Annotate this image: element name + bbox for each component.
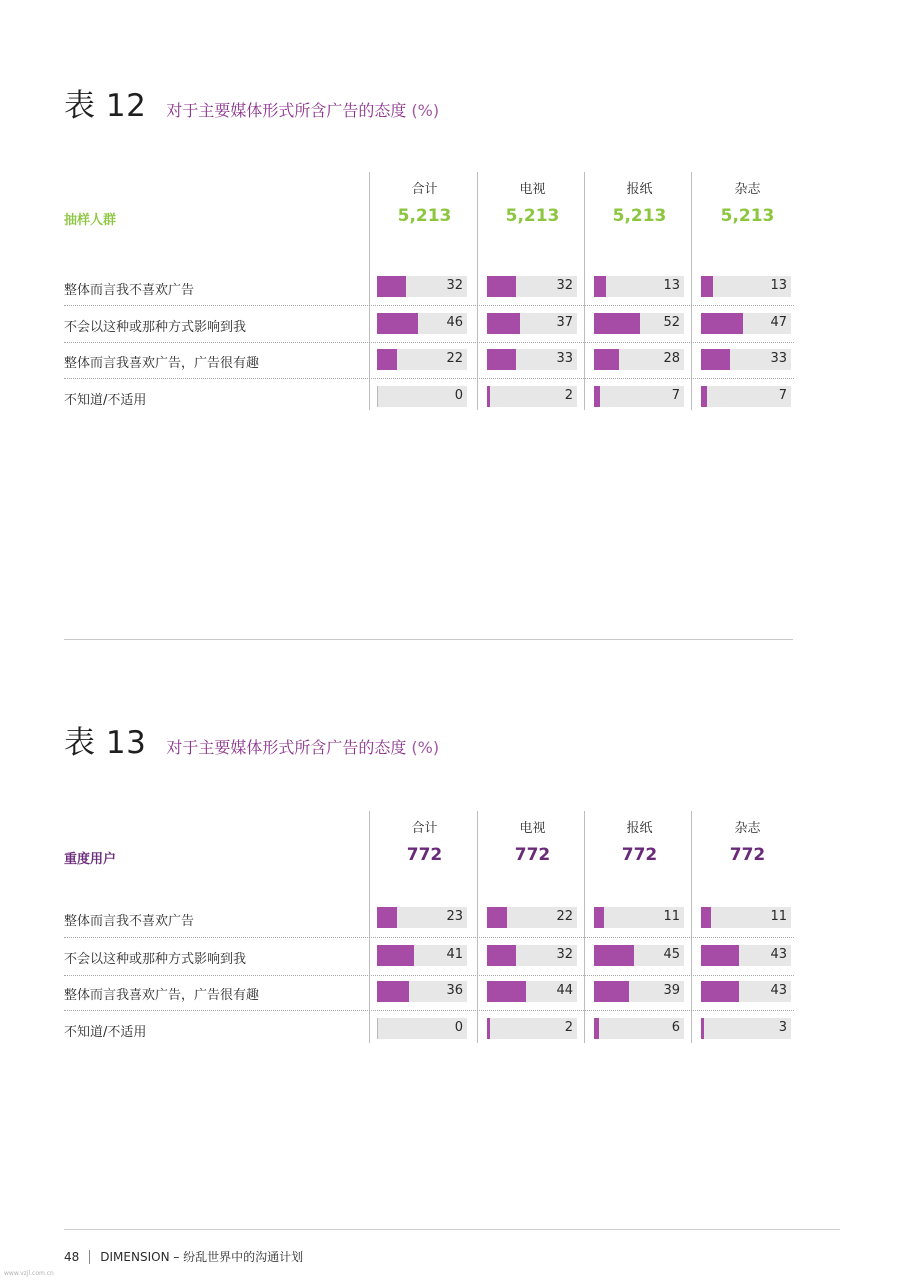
column-header: 报纸 <box>626 821 653 836</box>
column-header: 电视 <box>519 182 546 197</box>
bar-value: 37 <box>556 315 573 330</box>
bar-track <box>594 945 684 966</box>
bar-value: 22 <box>556 909 573 924</box>
bar-value: 45 <box>663 947 680 962</box>
bar-fill <box>594 276 606 297</box>
column-separator <box>369 811 370 1043</box>
table-13 <box>64 811 794 1045</box>
bar-value: 13 <box>770 278 787 293</box>
sample-size: 772 <box>514 845 551 865</box>
sample-size: 772 <box>406 845 443 865</box>
bar-track <box>594 981 684 1002</box>
bar-fill <box>701 1018 704 1039</box>
bar-fill <box>377 386 378 407</box>
bar-fill <box>701 981 739 1002</box>
bar-fill <box>594 349 619 370</box>
bar-value: 32 <box>446 278 463 293</box>
bar-fill <box>594 945 634 966</box>
footer-separator <box>89 1250 90 1264</box>
bar-fill <box>701 349 730 370</box>
row-divider <box>64 1010 794 1011</box>
bar-track <box>594 907 684 928</box>
bar-value: 41 <box>446 947 463 962</box>
bar-track <box>701 907 791 928</box>
table-12-title <box>64 80 439 125</box>
sample-size: 5,213 <box>612 206 667 226</box>
bar-value: 0 <box>454 388 463 403</box>
bar-fill <box>487 349 516 370</box>
bar-track <box>594 386 684 407</box>
bar-fill <box>487 386 490 407</box>
sample-size: 772 <box>729 845 766 865</box>
bar-track <box>487 349 577 370</box>
table-number: 表 12 <box>64 88 147 124</box>
table-13-title <box>64 717 439 762</box>
bar-fill <box>594 386 600 407</box>
column-header: 合计 <box>411 821 438 836</box>
row-divider <box>64 937 794 938</box>
bar-track <box>701 1018 791 1039</box>
bar-value: 2 <box>564 1020 573 1035</box>
bar-fill <box>487 276 516 297</box>
bar-value: 39 <box>663 983 680 998</box>
sample-size: 772 <box>621 845 658 865</box>
bar-fill <box>594 907 604 928</box>
row-label: 整体而言我不喜欢广告 <box>64 914 195 929</box>
row-label: 不会以这种或那种方式影响到我 <box>64 320 247 335</box>
table-caption: 对于主要媒体形式所含广告的态度 (%) <box>166 101 440 120</box>
bar-value: 52 <box>663 315 680 330</box>
bar-track <box>701 276 791 297</box>
bar-value: 33 <box>770 351 787 366</box>
bar-track <box>377 276 467 297</box>
bar-track <box>487 907 577 928</box>
row-label: 整体而言我喜欢广告，广告很有趣 <box>64 988 260 1003</box>
bar-fill <box>701 907 711 928</box>
bar-fill <box>377 981 409 1002</box>
bar-track <box>594 349 684 370</box>
column-header: 合计 <box>411 182 438 197</box>
bar-track <box>701 981 791 1002</box>
bar-fill <box>487 313 520 334</box>
row-label: 不会以这种或那种方式影响到我 <box>64 952 247 967</box>
row-label: 整体而言我不喜欢广告 <box>64 283 195 298</box>
bar-fill <box>701 313 743 334</box>
row-label: 整体而言我喜欢广告，广告很有趣 <box>64 356 260 371</box>
bar-fill <box>377 1018 378 1039</box>
row-label: 不知道/不适用 <box>64 393 147 408</box>
bar-value: 23 <box>446 909 463 924</box>
table-12 <box>64 172 794 412</box>
bar-value: 11 <box>663 909 680 924</box>
table-caption: 对于主要媒体形式所含广告的态度 (%) <box>166 738 440 757</box>
bar-track <box>487 981 577 1002</box>
sample-size: 5,213 <box>397 206 452 226</box>
bar-value: 7 <box>671 388 680 403</box>
row-divider <box>64 975 794 976</box>
bar-track <box>487 386 577 407</box>
footer-rule <box>64 1229 840 1230</box>
page-number: 48 <box>64 1249 80 1264</box>
bar-value: 43 <box>770 983 787 998</box>
sample-size: 5,213 <box>505 206 560 226</box>
bar-value: 46 <box>446 315 463 330</box>
column-header: 杂志 <box>734 182 761 197</box>
bar-value: 2 <box>564 388 573 403</box>
bar-fill <box>487 981 526 1002</box>
sample-size: 5,213 <box>720 206 775 226</box>
bar-value: 32 <box>556 947 573 962</box>
bar-track <box>594 276 684 297</box>
bar-track <box>487 276 577 297</box>
bar-value: 7 <box>778 388 787 403</box>
bar-track <box>377 1018 467 1039</box>
bar-fill <box>377 907 397 928</box>
bar-value: 33 <box>556 351 573 366</box>
bar-fill <box>701 386 707 407</box>
bar-fill <box>487 1018 490 1039</box>
bar-track <box>377 386 467 407</box>
bar-fill <box>594 1018 599 1039</box>
bar-track <box>487 1018 577 1039</box>
bar-fill <box>377 276 406 297</box>
bar-track <box>377 907 467 928</box>
row-divider <box>64 378 794 379</box>
bar-value: 0 <box>454 1020 463 1035</box>
bar-track <box>487 945 577 966</box>
bar-track <box>594 1018 684 1039</box>
bar-track <box>377 981 467 1002</box>
bar-value: 3 <box>778 1020 787 1035</box>
row-label: 不知道/不适用 <box>64 1025 147 1040</box>
row-divider <box>64 342 794 343</box>
bar-value: 22 <box>446 351 463 366</box>
bar-value: 28 <box>663 351 680 366</box>
bar-fill <box>701 276 713 297</box>
column-separator <box>369 172 370 410</box>
bar-value: 32 <box>556 278 573 293</box>
bar-fill <box>594 313 640 334</box>
sample-label: 重度用户 <box>64 852 117 867</box>
column-header: 报纸 <box>626 182 653 197</box>
bar-track <box>377 945 467 966</box>
bar-value: 36 <box>446 983 463 998</box>
watermark: www.vzjl.com.cn <box>4 1270 54 1277</box>
bar-fill <box>594 981 629 1002</box>
bar-value: 47 <box>770 315 787 330</box>
table-number: 表 13 <box>64 725 147 761</box>
bar-value: 44 <box>556 983 573 998</box>
bar-fill <box>487 907 507 928</box>
bar-fill <box>377 945 414 966</box>
bar-fill <box>701 945 739 966</box>
bar-track <box>701 945 791 966</box>
column-header: 杂志 <box>734 821 761 836</box>
bar-track <box>701 386 791 407</box>
bar-fill <box>377 349 397 370</box>
bar-track <box>701 349 791 370</box>
section-divider <box>64 639 793 640</box>
bar-value: 11 <box>770 909 787 924</box>
bar-fill <box>487 945 516 966</box>
bar-value: 6 <box>671 1020 680 1035</box>
bar-track <box>377 313 467 334</box>
page-footer <box>64 1248 303 1265</box>
row-divider <box>64 305 794 306</box>
column-header: 电视 <box>519 821 546 836</box>
footer-text: DIMENSION – 纷乱世界中的沟通计划 <box>100 1250 304 1264</box>
sample-label: 抽样人群 <box>64 213 117 228</box>
bar-value: 43 <box>770 947 787 962</box>
bar-track <box>487 313 577 334</box>
bar-value: 13 <box>663 278 680 293</box>
bar-fill <box>377 313 418 334</box>
bar-track <box>377 349 467 370</box>
bar-track <box>701 313 791 334</box>
bar-track <box>594 313 684 334</box>
